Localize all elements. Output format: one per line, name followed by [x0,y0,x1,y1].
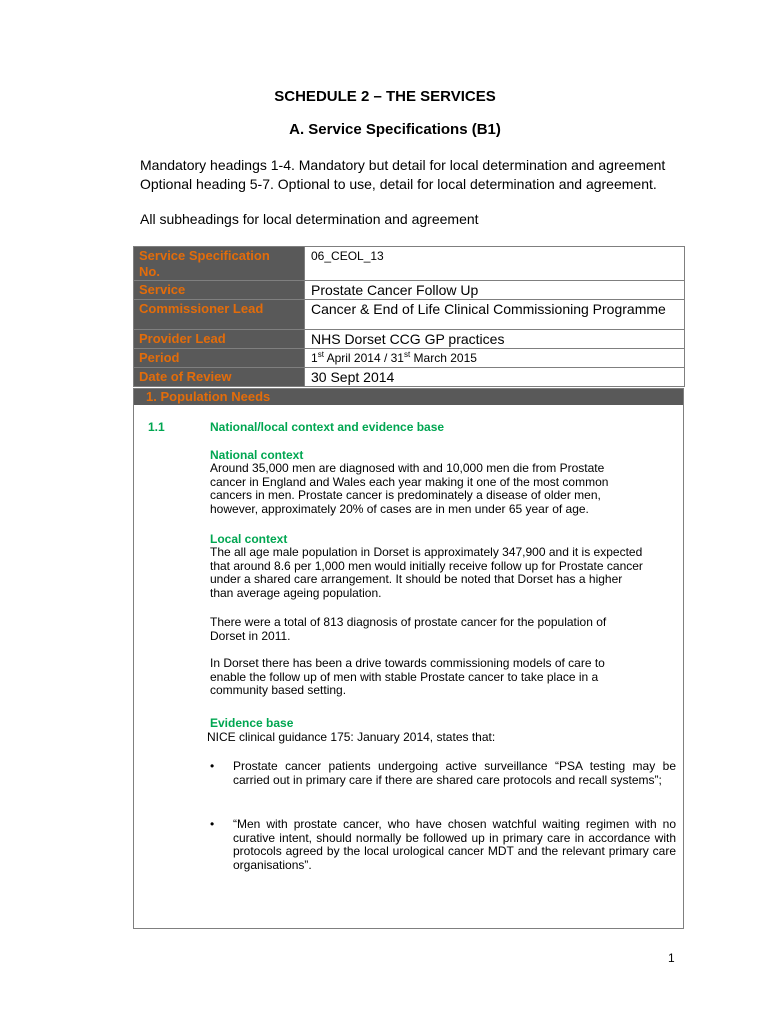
page-number: 1 [668,951,675,965]
population-needs-heading: 1. Population Needs [134,389,683,405]
section-number: 1.1 [148,420,165,434]
period-value [305,349,685,368]
text-line: cancers in men. Prostate cancer is predominately a disease of older men, [210,488,601,503]
text-line: community based setting. [210,683,347,698]
evidence-intro: NICE clinical guidance 175: January 2014, states that: [207,730,496,744]
text-line: The all age male population in Dorset is approximately 347,900 and it is expected [210,545,643,559]
spec-no-label-line1: Service Specification [139,248,270,263]
spec-no-value: 06_CEOL_13 [305,247,685,281]
commissioner-label: Commissioner Lead [134,300,305,330]
evidence-base [210,716,293,730]
spec-no-label [134,247,305,281]
intro-line-mandatory: Mandatory headings 1-4. Mandatory but detail for local determination and agreement [140,157,666,173]
text-line: There were a total of 813 diagnosis of prostate cancer for the population of [210,615,607,629]
local-context [210,532,680,600]
bullet-icon: • [210,759,215,773]
drive-paragraph [210,657,680,698]
local-context-heading: Local context [210,532,288,546]
national-context-heading: National context [210,448,304,462]
spec-no-label-line2: No. [139,263,160,279]
text-line: under a shared care arrangement. It should be noted that Dorset has a higher [210,572,623,587]
period-mid: April 2014 / 31 [323,351,404,365]
period-start-suffix: st [317,350,324,359]
text-line: however, approximately 20% of cases are in men under 65 year of age. [210,501,589,516]
bullet-icon: • [210,817,215,831]
text-line: than average ageing population. [210,585,382,600]
text-line: Dorset in 2011. [210,628,291,643]
period-start-day: 1 [311,351,318,365]
review-value: 30 Sept 2014 [305,368,685,387]
period-label: Period [134,349,305,368]
intro-line-subheadings: All subheadings for local determination and agreement [140,211,479,227]
national-context-text [210,462,680,516]
section-title: National/local context and evidence base [210,420,445,434]
text-line: that around 8.6 per 1,000 men would initially receive follow up for Prostate cancer [210,558,643,573]
period-end: March 2015 [410,351,477,365]
national-context [210,448,680,516]
bullet-text: Prostate cancer patients undergoing active surveillance “PSA testing may be carried out in primary care if there are shared care protocols and recall systems”; [233,759,676,787]
schedule-title: SCHEDULE 2 – THE SERVICES [274,88,496,105]
intro-line-optional: Optional heading 5-7. Optional to use, detail for local determination and agreement. [140,176,657,192]
service-value: Prostate Cancer Follow Up [305,281,685,300]
bullet-text: “Men with prostate cancer, who have chosen watchful waiting regimen with no curative intent, should normally be followed up in primary care in accordance with protocols agreed by the local urological cancer MDT and the relevant primary care organisations”. [233,817,676,872]
text-line: enable the follow up of men with stable Prostate cancer to take place in a [210,669,599,684]
text-line: In Dorset there has been a drive towards commissioning models of care to [210,656,605,670]
text-line: cancer in England and Wales each year making it one of the most common [210,474,609,489]
provider-label: Provider Lead [134,330,305,349]
local-context-text [210,546,680,600]
list-item [210,760,676,787]
evidence-base-heading: Evidence base [210,716,294,730]
commissioner-value: Cancer & End of Life Clinical Commissioning Programme [305,300,685,330]
review-label: Date of Review [134,368,305,387]
provider-value: NHS Dorset CCG GP practices [305,330,685,349]
diagnosis-paragraph [210,616,680,643]
text-line: Around 35,000 men are diagnosed with and 10,000 men die from Prostate [210,461,605,475]
spec-title: A. Service Specifications (B1) [289,121,501,138]
period-end-suffix: st [403,350,411,359]
list-item [210,818,676,872]
service-label: Service [134,281,305,300]
service-spec-table [133,246,685,387]
